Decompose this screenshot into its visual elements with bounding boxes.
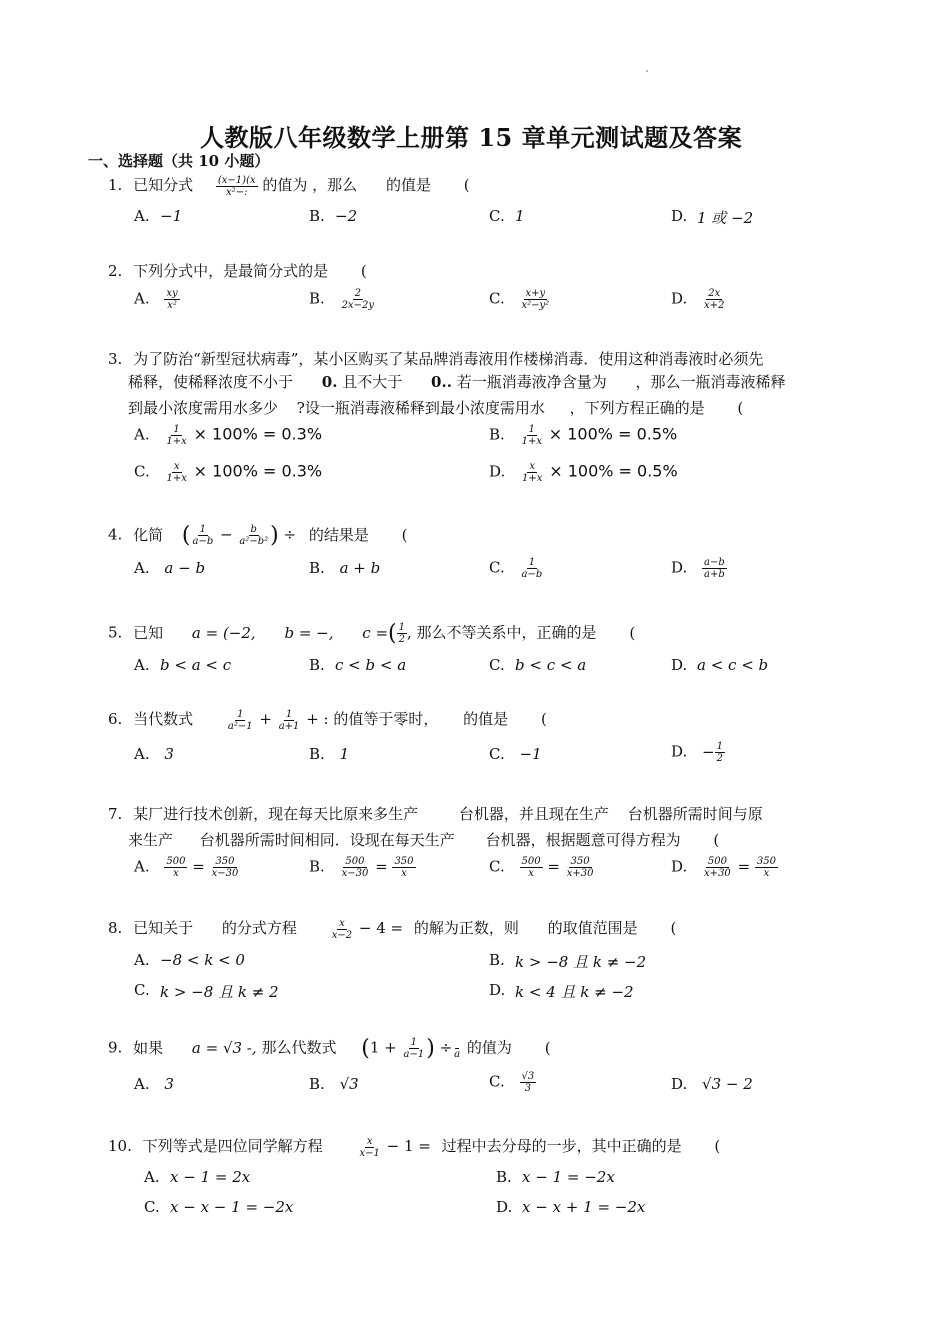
option-c: C. $\frac{1}{a-b}$ (489, 557, 543, 580)
question-8: 8. 已知关于 的分式方程 $\frac{x}{x-2}$ − 4 = 的解为正数，则 的取值范围是 ( (108, 917, 677, 941)
option-d: D. $\frac{500}{x+30}$ = $\frac{350}{x}$ (671, 856, 776, 879)
option-value: x − 1 = −2x (522, 1168, 615, 1186)
question-9: 9. 如果 a = √3 -, 那么代数式 (1 + $\frac{1}{a-1}$ ) ÷ a 的值为 ( (108, 1036, 551, 1061)
option-value: a < c < b (697, 656, 769, 674)
option-a: A. a − b (134, 559, 206, 577)
question-2: 2. 下列分式中，是最简分式的是 ( (108, 262, 367, 280)
option-label: C. (144, 1198, 160, 1216)
option-label: B. (496, 1168, 512, 1186)
question-3-line-1: 3. 为了防治“新型冠状病毒”，某小区购买了某品牌消毒液用作楼梯消毒．使用这种消毒液时必须先 (108, 350, 764, 368)
option-value: −8 < k < 0 (160, 951, 245, 969)
question-10: 10. 下列等式是四位同学解方程 $\frac{x}{x-1}$ − 1 = 过程中去分母的一步，其中正确的是 ( (108, 1135, 721, 1159)
option-d: D. $\frac{a-b}{a+b}$ (671, 557, 725, 580)
question-5: 5. 已知 a = (−2, b = −, c =( $\frac{1}{2}$ , 那么不等关系中，正确的是 ( (108, 621, 636, 646)
page-title: 人教版八年级数学上册第 15 章单元测试题及答案 (200, 123, 743, 152)
option-label: D. (489, 981, 506, 999)
option-value: 1 (515, 207, 525, 225)
question-1: 1. 已知分式 $\frac{(x-1)(x}{\text{x²−:}}$ 的值为 ，那么 的值是 ( (108, 174, 470, 198)
option-value: x − x − 1 = −2x (170, 1198, 294, 1216)
option-label: C. (134, 981, 150, 999)
option-value: k > −8 且 k ≠ −2 (515, 953, 647, 971)
question-3-line-3: 到最小浓度需用水多少 ?设一瓶消毒液稀释到最小浓度需用水 ，下列方程正确的是 ( (128, 399, 744, 417)
option-value: k > −8 且 k ≠ 2 (160, 983, 279, 1001)
option-a: A. $\frac{xy}{\text{x²}}$ (134, 288, 178, 311)
option-d: D. √3 − 2 (671, 1075, 753, 1093)
option-a: A. 3 (134, 1075, 174, 1093)
option-a: A. 3 (134, 745, 174, 763)
option-label: D. (671, 207, 688, 225)
option-label: A. (134, 207, 150, 225)
option-d: D. − $\frac{1}{2}$ (671, 741, 723, 764)
question-7-line-1: 7. 某厂进行技术创新，现在每天比原来多生产 台机器，并且现在生产 台机器所需时间与原 (108, 805, 763, 823)
question-7-line-2: 来生产 台机器所需时间相同．设现在每天生产 台机器，根据题意可得方程为 ( (128, 831, 720, 849)
option-label: B. (309, 656, 325, 674)
option-value: −1 (160, 207, 183, 225)
fraction: $\frac{(x-1)(x}{\text{x²−:}}$ (217, 174, 256, 198)
speck (646, 70, 648, 72)
option-label: B. (489, 951, 505, 969)
option-c: C. $\frac{x+y}{\text{x²−y²}}$ (489, 288, 550, 311)
option-c: C. −1 (489, 745, 542, 763)
option-d: D. $\frac{x}{1+x}$ × 100% = 0.5% (489, 461, 678, 484)
option-value: k < 4 且 k ≠ −2 (515, 983, 634, 1001)
option-b: B. $\frac{2}{2x-2y}$ (309, 288, 374, 311)
option-c: C. $\frac{√3}{3}$ (489, 1071, 535, 1094)
option-label: A. (144, 1168, 160, 1186)
option-b: B. √3 (309, 1075, 359, 1093)
section-heading: 一、选择题（共 10 小题） (88, 152, 270, 170)
option-b: B. a + b (309, 559, 381, 577)
question-3-line-2: 稀释，使稀释浓度不小于 0. 且不大于 0.. 若一瓶消毒液净含量为 ，那么一瓶消毒液稀释 (128, 373, 786, 391)
option-d: D. $\frac{2x}{x+2}$ (671, 288, 725, 311)
option-b: B. 1 (309, 745, 350, 763)
option-label: D. (671, 656, 688, 674)
option-value: −2 (335, 207, 358, 225)
question-4: 4. 化简 ( $\frac{1}{a-b}$ − $\frac{b}{\text{a²−b²}}$ ) ÷ 的结果是 ( (108, 523, 408, 548)
option-label: D. (496, 1198, 513, 1216)
option-value: x − x + 1 = −2x (522, 1198, 646, 1216)
option-label: C. (489, 656, 505, 674)
option-label: C. (489, 207, 505, 225)
option-c: C. $\frac{x}{1+x}$ × 100% = 0.3% (134, 461, 323, 484)
option-value: b < c < a (515, 656, 587, 674)
option-a: A. $\frac{500}{x}$ = $\frac{350}{x-30}$ (134, 856, 239, 879)
option-b: B. $\frac{1}{1+x}$ × 100% = 0.5% (489, 424, 678, 447)
option-c: C. $\frac{500}{x}$ = $\frac{350}{x+30}$ (489, 856, 594, 879)
option-value: 1 或 −2 (697, 209, 754, 227)
option-value: x − 1 = 2x (170, 1168, 251, 1186)
option-label: A. (134, 951, 150, 969)
option-label: B. (309, 207, 325, 225)
option-a: A. $\frac{1}{1+x}$ × 100% = 0.3% (134, 424, 323, 447)
option-label: A. (134, 656, 150, 674)
option-value: c < b < a (335, 656, 407, 674)
option-b: B. $\frac{500}{x-30}$ = $\frac{350}{x}$ (309, 856, 414, 879)
option-value: b < a < c (160, 656, 232, 674)
question-6: 6. 当代数式 $\frac{1}{\text{a²−1}}$ + $\frac{1}{a+1}$ + : 的值等于零时， 的值是 ( (108, 708, 547, 732)
